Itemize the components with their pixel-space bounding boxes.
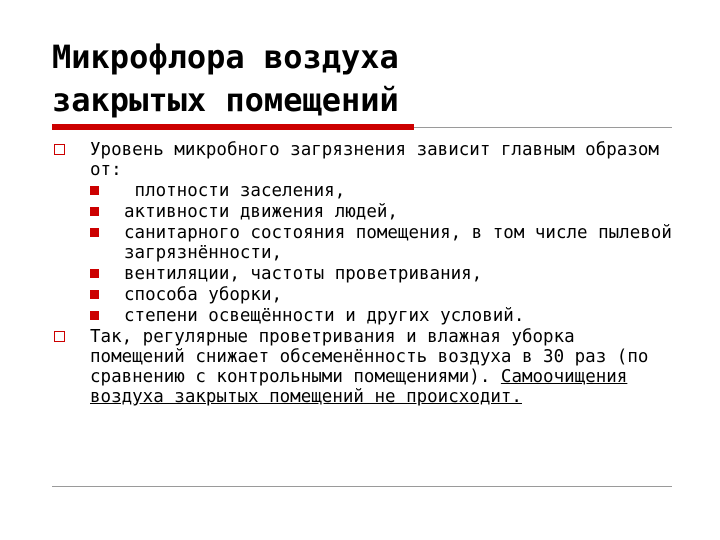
filled-square-icon: [90, 207, 99, 216]
bullet-item: [52, 140, 672, 180]
sub-bullet-item: [52, 181, 672, 201]
sub-bullet-item: [52, 306, 672, 326]
sub-bullet-item: [52, 285, 672, 305]
filled-square-icon: [90, 269, 99, 278]
sub-bullet-item: [52, 264, 672, 284]
sub-bullet-text: активности движения людей,: [124, 202, 398, 222]
filled-square-icon: [90, 186, 99, 195]
slide-body: [52, 140, 672, 408]
hollow-square-icon: [54, 331, 65, 342]
filled-square-icon: [90, 228, 99, 237]
sub-bullet-text: вентиляции, частоты проветривания,: [124, 264, 483, 284]
sub-bullet-text: санитарного состояния помещения, в том числе пылевой загрязнённости,: [124, 223, 672, 263]
sub-bullet-text: плотности заселения,: [124, 181, 346, 201]
footer-divider: [52, 486, 672, 487]
sub-bullet-item: [52, 202, 672, 222]
bullet-text: Уровень микробного загрязнения зависит главным образом от:: [90, 140, 659, 180]
slide-title: [52, 36, 672, 122]
bullet-text: Так, регулярные проветривания и влажная уборка помещений снижает обсеменённость воздуха в 30 раз (по сравнению с контрольными помещениями).: [90, 327, 649, 387]
title-accent-bar: [52, 124, 414, 130]
hollow-square-icon: [54, 144, 65, 155]
sub-bullet-text: степени освещённости и других условий.: [124, 306, 525, 326]
filled-square-icon: [90, 290, 99, 299]
filled-square-icon: [90, 311, 99, 320]
title-line-2: закрытых помещений: [52, 81, 399, 119]
bullet-item: [52, 327, 672, 407]
sub-bullet-text: способа уборки,: [124, 285, 283, 305]
title-line-1: Микрофлора воздуха: [52, 38, 399, 76]
conclusion-text: Самоочищения воздуха закрытых помещений не происходит.: [90, 367, 628, 407]
sub-bullet-item: [52, 223, 672, 263]
